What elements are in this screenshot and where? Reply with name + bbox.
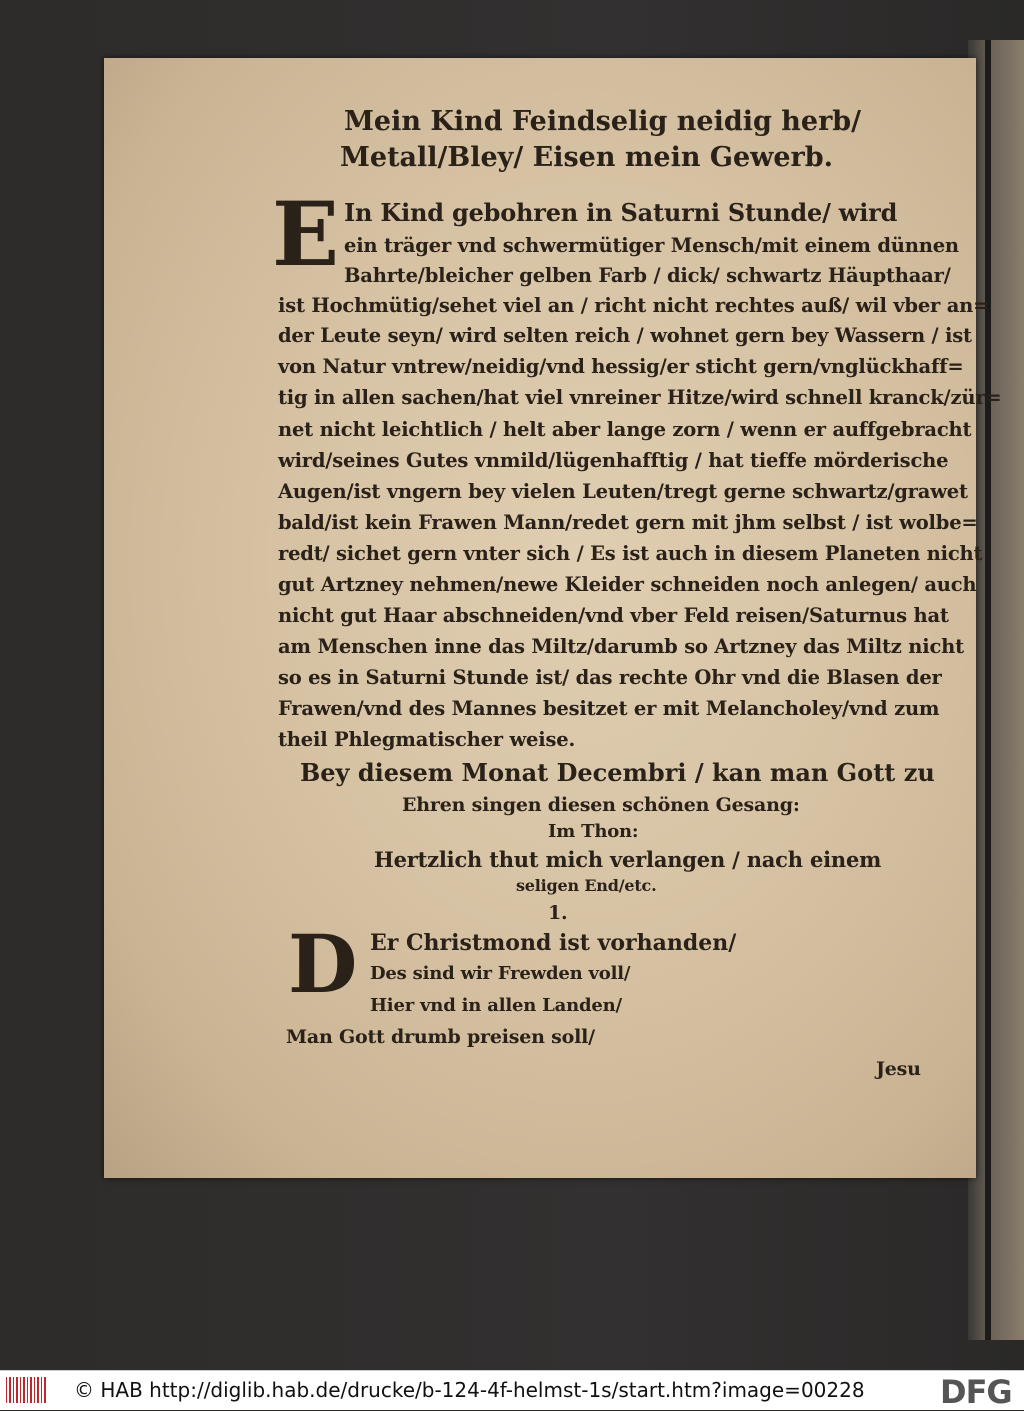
body-line-15: am Menschen inne das Miltz/darumb so Artzney das Miltz nicht (278, 635, 964, 658)
body-line-11: bald/ist kein Frawen Mann/redet gern mit jhm selbst / ist wolbe= (278, 511, 978, 534)
body-line-8: net nicht leichtlich / helt aber lange zorn / wenn er auffgebracht (278, 418, 972, 441)
body-line-12: redt/ sichet gern vnter sich / Es ist auch in diesem Planeten nicht (278, 542, 983, 565)
song-line-2: Des sind wir Frewden voll/ (370, 963, 631, 984)
body-line-10: Augen/ist vngern bey vielen Leuten/tregt gerne schwartz/grawet (278, 480, 968, 503)
heading-line-1: Mein Kind Feindselig neidig herb/ (344, 106, 862, 137)
body-line-17: Frawen/vnd des Mannes besitzet er mit Melancholey/vnd zum (278, 697, 940, 720)
body-line-14: nicht gut Haar abschneiden/vnd vber Feld reisen/Saturnus hat (278, 604, 949, 627)
copyright-url: © HAB http://diglib.hab.de/drucke/b-124-4f-helmst-1s/start.htm?image=00228 (74, 1378, 865, 1402)
subheading-line-4: Hertzlich thut mich verlangen / nach einem (374, 847, 882, 872)
book-page (104, 58, 1002, 1178)
body-line-3: Bahrte/bleicher gelben Farb / dick/ schwartz Häupthaar/ (344, 264, 951, 287)
subheading-line-2: Ehren singen diesen schönen Gesang: (402, 794, 800, 816)
song-line-4: Man Gott drumb preisen soll/ (286, 1026, 595, 1048)
heading-line-2: Metall/Bley/ Eisen mein Gewerb. (340, 142, 834, 173)
dfg-logo: DFG (940, 1373, 1012, 1411)
barcode-icon (6, 1377, 46, 1403)
verse-number: 1. (548, 902, 568, 924)
song-line-3: Hier vnd in allen Landen/ (370, 995, 622, 1016)
body-line-18: theil Phlegmatischer weise. (278, 728, 576, 751)
adjacent-page-edge (968, 40, 1024, 1340)
subheading-line-3: Im Thon: (548, 821, 639, 842)
body-line-9: wird/seines Gutes vnmild/lügenhafftig / hat tieffe mörderische (278, 449, 949, 472)
song-line-1: Er Christmond ist vorhanden/ (370, 930, 737, 956)
body-line-4: ist Hochmütig/sehet viel an / richt nicht rechtes auß/ wil vber an= (278, 294, 990, 317)
binding-gutter (985, 40, 991, 1340)
catchword: Jesu (876, 1058, 921, 1080)
footer-bar (0, 1370, 1024, 1410)
subheading-line-5: seligen End/etc. (516, 876, 657, 895)
body-line-1: In Kind gebohren in Saturni Stunde/ wird (344, 198, 898, 227)
subheading-line-1: Bey diesem Monat Decembri / kan man Gott zu (300, 758, 935, 787)
body-line-7: tig in allen sachen/hat viel vnreiner Hitze/wird schnell kranck/zür= (278, 386, 1002, 409)
body-line-6: von Natur vntrew/neidig/vnd hessig/er sticht gern/vnglückhaff= (278, 355, 964, 378)
body-line-5: der Leute seyn/ wird selten reich / wohnet gern bey Wassern / ist (278, 324, 972, 347)
body-line-13: gut Artzney nehmen/newe Kleider schneiden noch anlegen/ auch (278, 573, 977, 596)
drop-cap-e: E (272, 182, 340, 286)
drop-cap-d: D (288, 917, 358, 1011)
body-line-16: so es in Saturni Stunde ist/ das rechte Ohr vnd die Blasen der (278, 666, 942, 689)
body-line-2: ein träger vnd schwermütiger Mensch/mit einem dünnen (344, 234, 959, 257)
